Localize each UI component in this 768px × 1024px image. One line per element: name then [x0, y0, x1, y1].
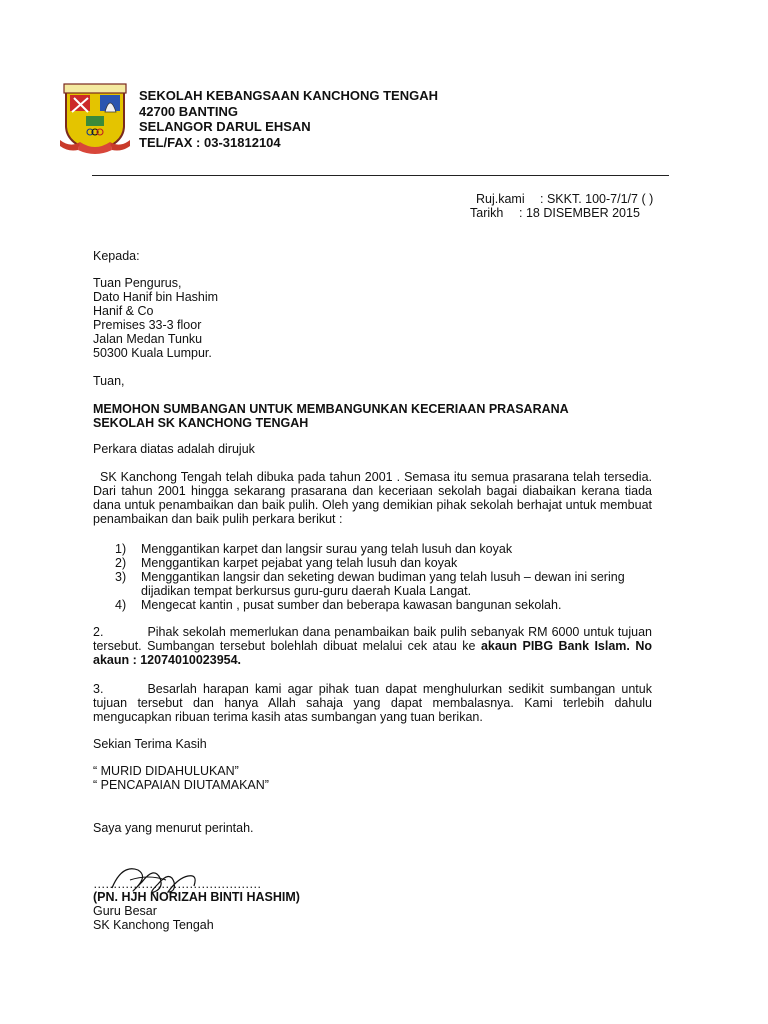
recipient-intro: Kepada: [93, 249, 140, 263]
list-item-text: Mengecat kantin , pusat sumber dan beberapa kawasan bangunan sekolah. [141, 598, 562, 612]
subject-line: SEKOLAH SK KANCHONG TENGAH [93, 416, 309, 430]
motto-line: “ PENCAPAIAN DIUTAMAKAN” [93, 778, 269, 792]
paragraph-2-text: Pihak sekolah memerlukan dana penambaikan baik pulih sebanyak RM 6000 untuk tujuan tersebut. Sumbangan tersebut bolehlah dibuat melalui cek atau ke [93, 625, 652, 653]
list-item-number: 4) [115, 598, 127, 612]
school-crest-logo [60, 82, 130, 154]
address-line: Premises 33-3 floor [93, 318, 202, 332]
date-value: : 18 DISEMBER 2015 [519, 206, 640, 220]
address-line: Jalan Medan Tunku [93, 332, 203, 346]
list-item-number: 1) [115, 542, 127, 556]
closing-thanks: Sekian Terima Kasih [93, 737, 207, 751]
state: SELANGOR DARUL EHSAN [139, 119, 311, 134]
school-name: SEKOLAH KEBANGSAAN KANCHONG TENGAH [139, 88, 439, 103]
signatory-title: Guru Besar [93, 904, 157, 918]
school-motto [93, 764, 269, 792]
bank-account-details: akaun PIBG Bank Islam. No akaun : 12074010023954. [93, 639, 652, 667]
postcode-city: 42700 BANTING [139, 103, 238, 119]
paragraph-2 [93, 625, 652, 667]
address-line: Tuan Pengurus, [93, 276, 182, 290]
sign-off: Saya yang menurut perintah. [93, 821, 254, 835]
opening-line: Perkara diatas adalah dirujuk [93, 442, 255, 456]
recipient-address [93, 276, 218, 360]
signature-dots: …………………………………… [93, 877, 261, 891]
salutation: Tuan, [93, 374, 125, 388]
paragraph-3 [93, 682, 652, 724]
signatory-school: SK Kanchong Tengah [93, 918, 214, 932]
motto-line: “ MURID DIDAHULUKAN” [93, 764, 239, 778]
paragraph-3-number: 3. [93, 682, 104, 696]
list-item-text: Menggantikan langsir dan seketing dewan budiman yang telah lusuh – dewan ini sering dijadikan tempat berkursus guru-guru daerah Kuala Langat. [141, 570, 625, 598]
letterhead [139, 88, 438, 150]
list-item [93, 556, 652, 570]
header-divider [92, 175, 669, 176]
reference-value: : SKKT. 100-7/1/7 ( ) [540, 192, 654, 206]
address-line: Hanif & Co [93, 304, 154, 318]
paragraph-1: SK Kanchong Tengah telah dibuka pada tahun 2001 . Semasa itu semua prasarana telah tersedia. Dari tahun 2001 hingga sekarang prasarana dan keceriaan sekolah bagai diabaikan kerana tiada dana untuk penambaikan dan baik pulih. Oleh yang demikian pihak sekolah berhajat untuk membuat penambaikan dan baik pulih perkara berikut : [93, 470, 652, 526]
subject-line: MEMOHON SUMBANGAN UNTUK MEMBANGUNKAN KECERIAAN PRASARANA [93, 402, 569, 416]
list-item [93, 542, 652, 556]
paragraph-2-number: 2. [93, 625, 104, 639]
list-item-number: 3) [115, 570, 127, 584]
list-item [93, 570, 652, 598]
phone-fax: TEL/FAX : 03-31812104 [139, 134, 281, 150]
paragraph-3-text: Besarlah harapan kami agar pihak tuan dapat menghulurkan sedikit sumbangan untuk tujuan tersebut dan hanya Allah sahaja yang dapat membalasnya. Kami terlebih dahulu mengucapkan ribuan terima kasih atas sumbangan yang tuan berikan. [93, 682, 652, 724]
improvement-list [93, 542, 652, 612]
address-line: Dato Hanif bin Hashim [93, 290, 219, 304]
list-item-text: Menggantikan karpet pejabat yang telah lusuh dan koyak [141, 556, 458, 570]
list-item-number: 2) [115, 556, 127, 570]
list-item [93, 598, 652, 612]
subject-heading [93, 402, 569, 430]
reference-label: Ruj.kami [476, 192, 525, 206]
list-item-text: Menggantikan karpet dan langsir surau yang telah lusuh dan koyak [141, 542, 513, 556]
address-line: 50300 Kuala Lumpur. [93, 346, 212, 360]
date-label: Tarikh [470, 206, 504, 220]
signatory-name: (PN. HJH NORIZAH BINTI HASHIM) [93, 890, 300, 904]
